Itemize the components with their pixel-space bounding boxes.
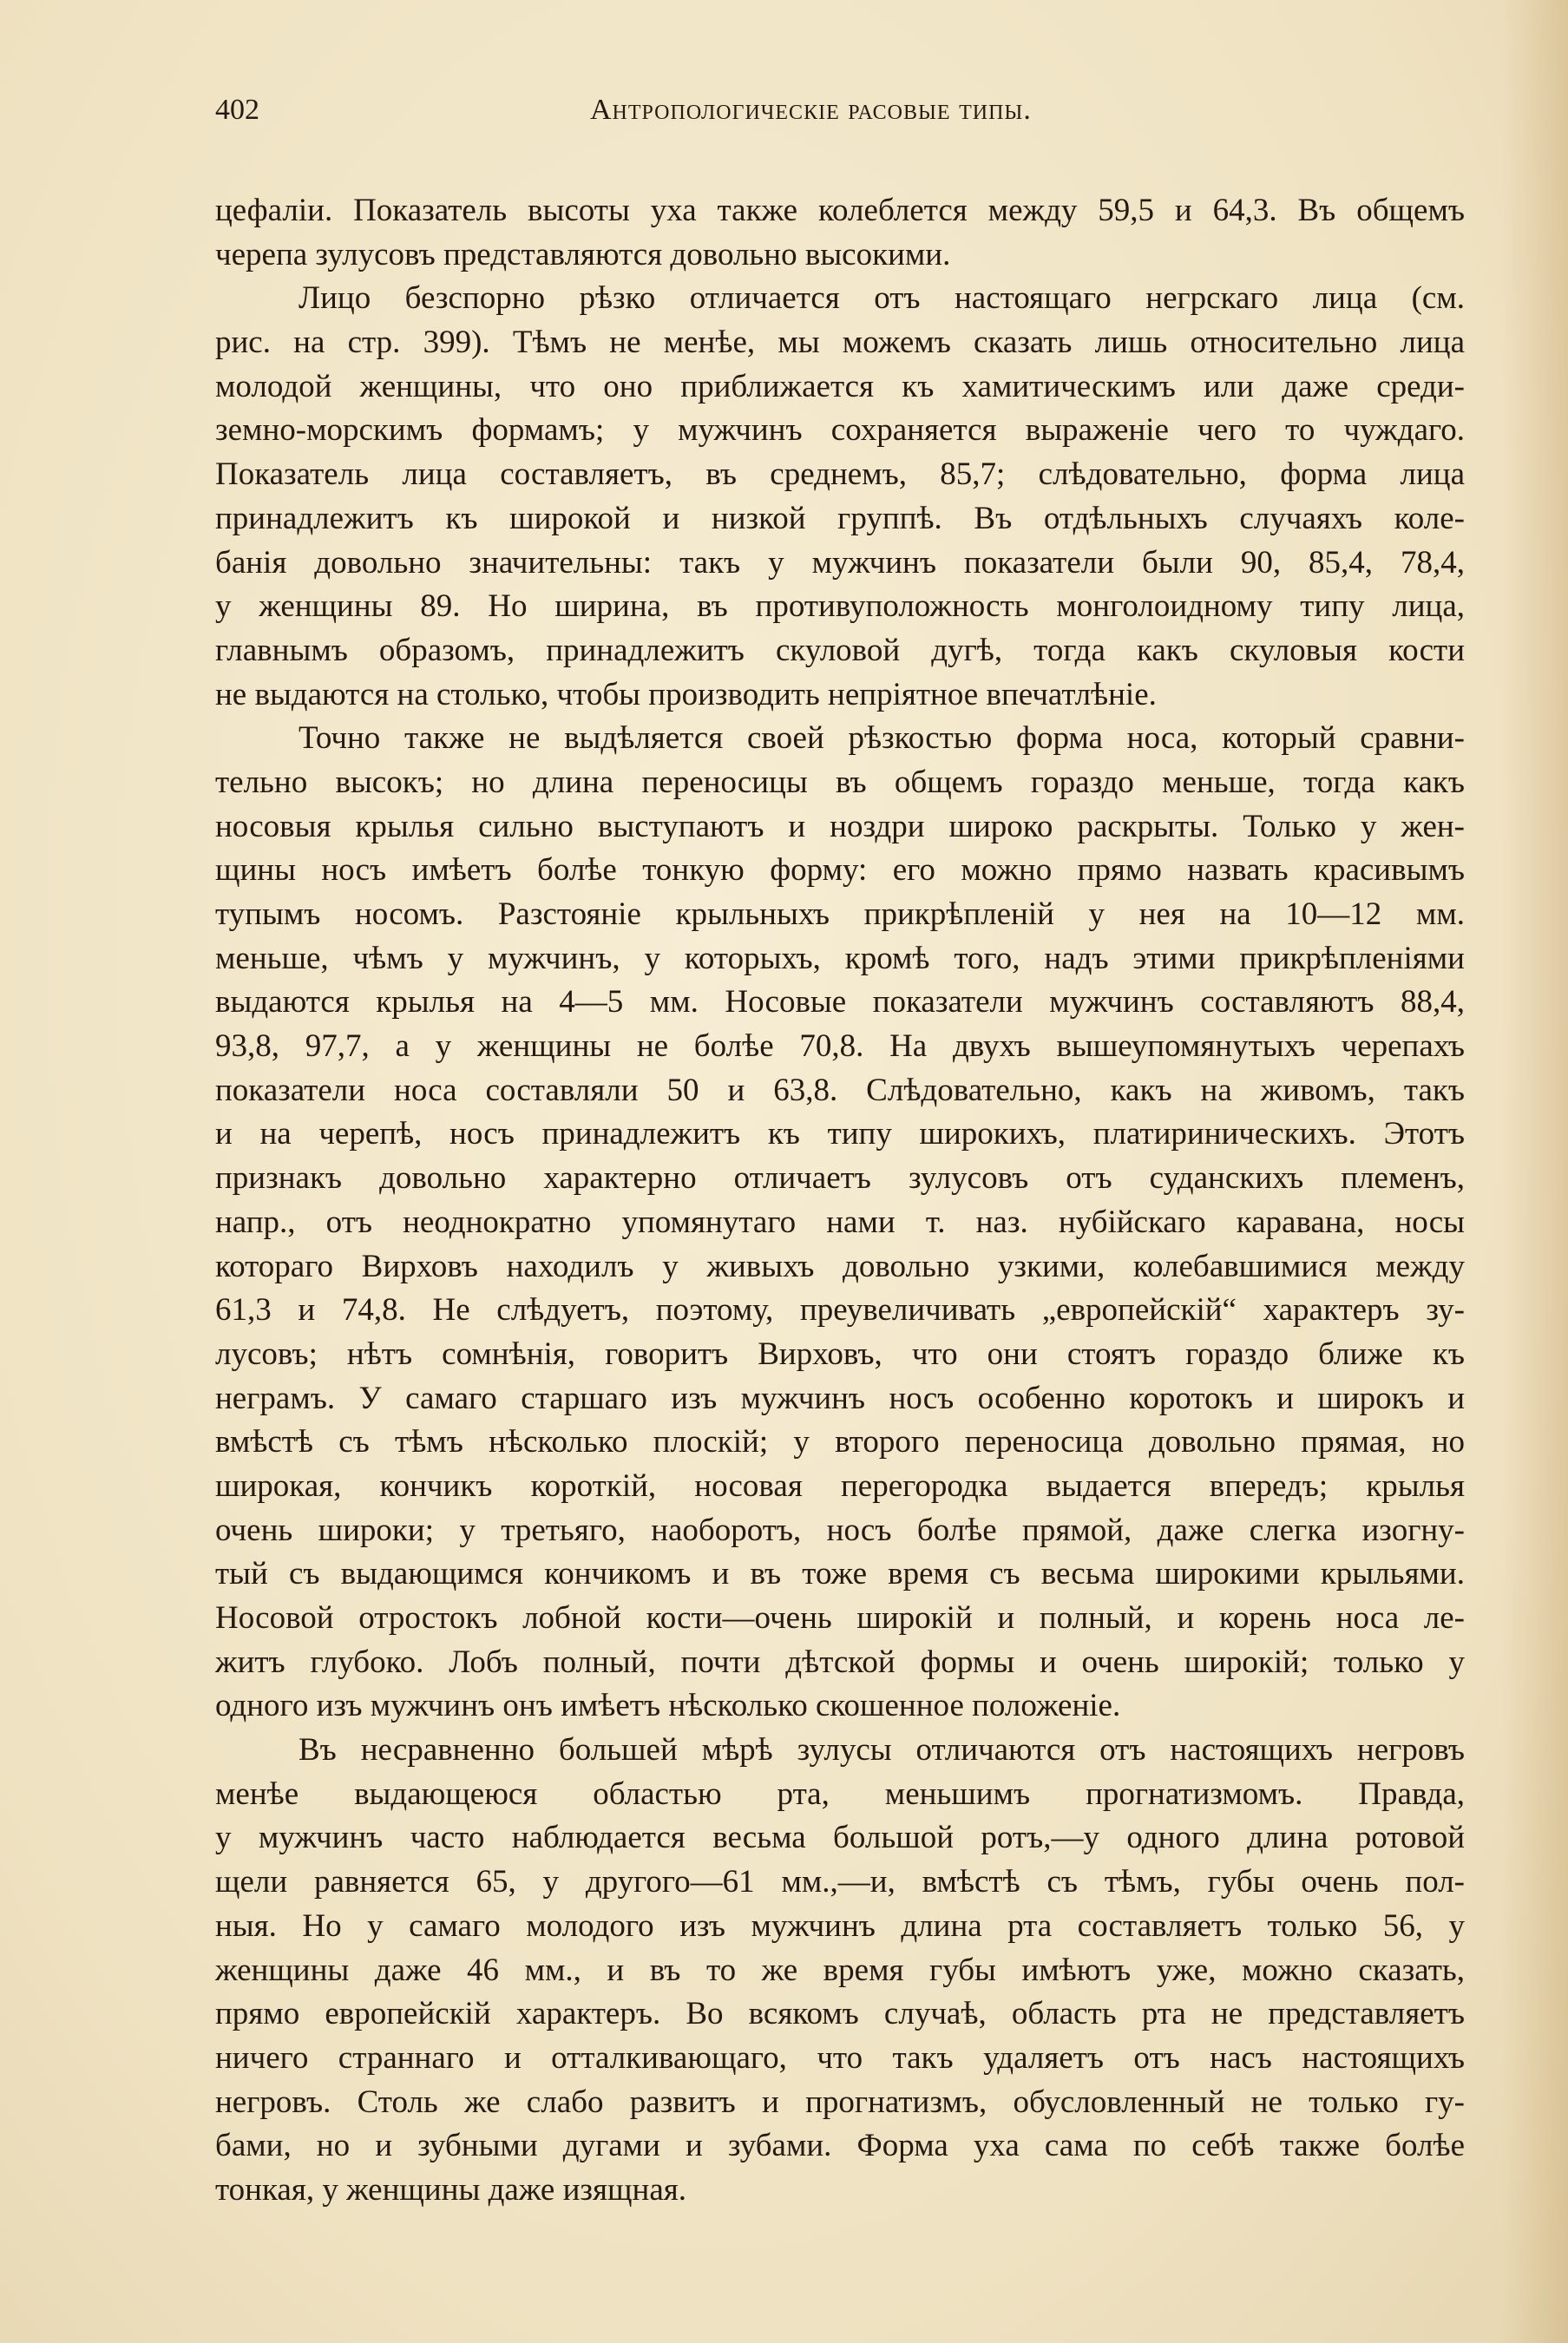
text-line: житъ глубоко. Лобъ полный, почти дѣтской формы и очень широкій; только у (215, 1644, 1465, 1680)
text-line: молодой женщины, что оно приближается къ хамитическимъ или даже среди- (215, 368, 1465, 404)
text-line: вмѣстѣ съ тѣмъ нѣсколько плоскій; у второго переносица довольно прямая, но (215, 1424, 1465, 1460)
text-line: Въ несравненно большей мѣрѣ зулусы отличаются отъ настоящихъ негровъ (299, 1732, 1465, 1769)
text-line: носовыя крылья сильно выступаютъ и ноздри широко раскрыты. Только у жен- (215, 808, 1465, 844)
text-line: негровъ. Столь же слабо развитъ и прогнатизмъ, обусловленный не только гу- (215, 2084, 1465, 2120)
text-line: меньше, чѣмъ у мужчинъ, у которыхъ, кромѣ того, надъ этими прикрѣпленіями (215, 940, 1465, 976)
page-header (215, 94, 1469, 137)
text-line: менѣе выдающеюся областью рта, меньшимъ прогнатизмомъ. Правда, (215, 1775, 1465, 1812)
text-line: ничего страннаго и отталкивающаго, что такъ удаляетъ отъ насъ настоящихъ (215, 2039, 1465, 2076)
text-line: выдаются крылья на 4—5 мм. Носовые показатели мужчинъ составляютъ 88,4, (215, 984, 1465, 1021)
text-line: Носовой отростокъ лобной кости—очень широкій и полный, и корень носа ле- (215, 1600, 1465, 1636)
text-line: женщины даже 46 мм., и въ то же время губы имѣютъ уже, можно сказать, (215, 1952, 1465, 1988)
text-line: тупымъ носомъ. Разстояніе крыльныхъ прикрѣпленій у нея на 10—12 мм. (215, 896, 1465, 932)
body-text (215, 189, 1465, 2213)
page-number: 402 (215, 94, 259, 126)
text-line: Точно также не выдѣляется своей рѣзкостью форма носа, который сравни- (299, 720, 1465, 757)
text-line: котораго Вирховъ находилъ у живыхъ довольно узкими, колебавшимися между (215, 1248, 1465, 1284)
text-line: Лицо безспорно рѣзко отличается отъ настоящаго негрскаго лица (см. (299, 280, 1465, 317)
text-line: прямо европейскій характеръ. Во всякомъ случаѣ, область рта не представляетъ (215, 1996, 1465, 2032)
text-line: широкая, кончикъ короткій, носовая перегородка выдается впередъ; крылья (215, 1467, 1465, 1504)
text-line: тый съ выдающимся кончикомъ и въ тоже время съ весьма широкими крыльями. (215, 1556, 1465, 1592)
page-edge-shadow (1501, 0, 1568, 2343)
paragraph (215, 189, 1465, 277)
paragraph (215, 277, 1465, 717)
text-line: тонкая, у женщины даже изящная. (215, 2171, 687, 2208)
text-line: неграмъ. У самаго старшаго изъ мужчинъ носъ особенно коротокъ и широкъ и (215, 1380, 1465, 1416)
text-line: черепа зулусовъ представляются довольно высокими. (215, 236, 951, 272)
text-line: лусовъ; нѣтъ сомнѣнія, говоритъ Вирховъ, что они стоятъ гораздо ближе къ (215, 1336, 1465, 1372)
text-line: не выдаются на столько, чтобы производить непріятное впечатлѣніе. (215, 676, 1157, 712)
text-line: рис. на стр. 399). Тѣмъ не менѣе, мы можемъ сказать лишь относительно лица (215, 325, 1465, 361)
text-line: и на черепѣ, носъ принадлежитъ къ типу широкихъ, платириническихъ. Этотъ (215, 1116, 1465, 1152)
text-line: у мужчинъ часто наблюдается весьма большой ротъ,—у одного длина ротовой (215, 1820, 1465, 1856)
text-line: земно-морскимъ формамъ; у мужчинъ сохраняется выраженіе чего то чуждаго. (215, 412, 1465, 449)
text-line: очень широки; у третьяго, наоборотъ, носъ болѣе прямой, даже слегка изогну- (215, 1512, 1465, 1548)
text-line: банія довольно значительны: такъ у мужчинъ показатели были 90, 85,4, 78,4, (215, 544, 1465, 581)
text-line: 61,3 и 74,8. Не слѣдуетъ, поэтому, преувеличивать „европейскій“ характеръ зу- (215, 1292, 1465, 1329)
text-line: ныя. Но у самаго молодого изъ мужчинъ длина рта составляетъ только 56, у (215, 1907, 1465, 1944)
text-line: 93,8, 97,7, а у женщины не болѣе 70,8. На двухъ вышеупомянутыхъ черепахъ (215, 1028, 1465, 1065)
text-line: тельно высокъ; но длина переносицы въ общемъ гораздо меньше, тогда какъ (215, 764, 1465, 800)
text-line: щели равняется 65, у другого—61 мм.,—и, вмѣстѣ съ тѣмъ, губы очень пол- (215, 1864, 1465, 1900)
text-line: показатели носа составляли 50 и 63,8. Слѣдовательно, какъ на живомъ, такъ (215, 1072, 1465, 1108)
text-line: признакъ довольно характерно отличаетъ зулусовъ отъ суданскихъ племенъ, (215, 1160, 1465, 1197)
text-line: одного изъ мужчинъ онъ имѣетъ нѣсколько скошенное положеніе. (215, 1688, 1121, 1724)
text-line: Показатель лица составляетъ, въ среднемъ, 85,7; слѣдовательно, форма лица (215, 456, 1465, 493)
text-line: главнымъ образомъ, принадлежитъ скуловой дугѣ, тогда какъ скуловыя кости (215, 632, 1465, 668)
text-line: бами, но и зубными дугами и зубами. Форма уха сама по себѣ также болѣе (215, 2128, 1465, 2164)
running-head: Антропологическіе расовые типы. (590, 94, 1032, 126)
paragraph (215, 1729, 1465, 2213)
text-line: напр., отъ неоднократно упомянутаго нами т. наз. нубійскаго каравана, носы (215, 1204, 1465, 1240)
paragraph (215, 717, 1465, 1729)
text-line: цефаліи. Показатель высоты уха также колеблется между 59,5 и 64,3. Въ общемъ (215, 193, 1465, 228)
text-line: принадлежитъ къ широкой и низкой группѣ. Въ отдѣльныхъ случаяхъ коле- (215, 500, 1465, 536)
text-line: щины носъ имѣетъ болѣе тонкую форму: его можно прямо назвать красивымъ (215, 852, 1465, 889)
text-line: у женщины 89. Но ширина, въ противуположность монголоидному типу лица, (215, 588, 1465, 625)
